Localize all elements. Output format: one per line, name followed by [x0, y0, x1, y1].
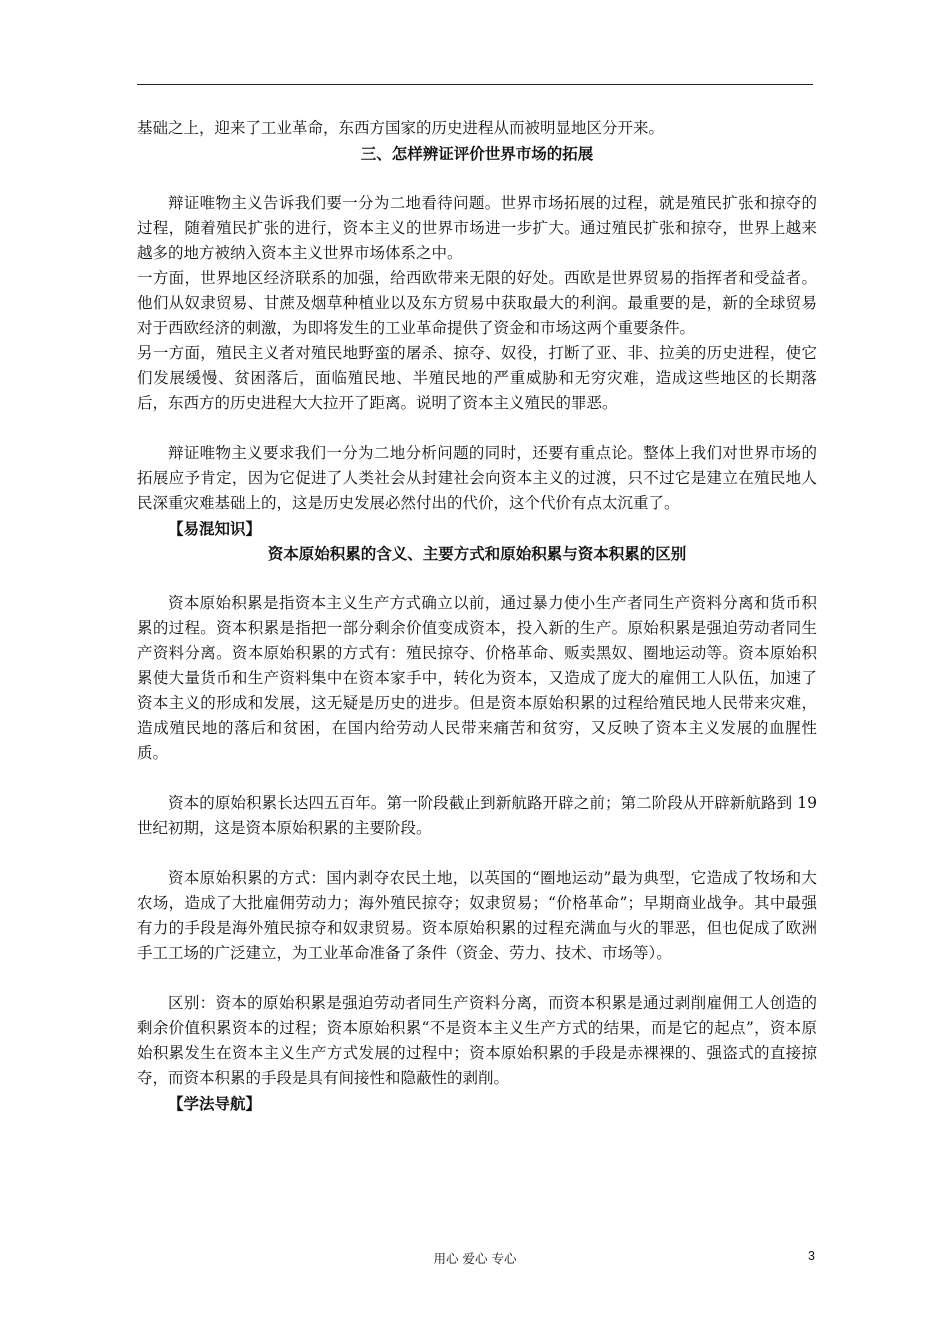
paragraph: 资本的原始积累长达四五百年。第一阶段截止到新航路开辟之前；第二阶段从开辟新航路到 19 世纪初期，这是资本原始积累的主要阶段。	[137, 794, 817, 837]
paragraph: 基础之上，迎来了工业革命，东西方国家的历史进程从而被明显地区分开来。	[137, 119, 665, 137]
section-heading: 三、怎样辨证评价世界市场的拓展	[360, 144, 594, 163]
paragraph: 资本原始积累的方式：国内剥夺农民土地，以英国的“圈地运动”最为典型，它造成了牧场和大农场，造成了大批雇佣劳动力；海外殖民掠夺；奴隶贸易；“价格革命”；早期商业战争。其中最强有力的手段是海外殖民掠夺和奴隶贸易。资本原始积累的过程充满血与火的罪恶，但也促成了欧洲手工工场的广泛建立，为工业革命准备了条件（资金、劳力、技术、市场等）。	[137, 869, 817, 962]
paragraph: 辩证唯物主义告诉我们要一分为二地看待问题。世界市场拓展的过程，就是殖民扩张和掠夺的过程，随着殖民扩张的进行，资本主义的世界市场进一步扩大。通过殖民扩张和掠夺，世界上越来越多的地方被纳入资本主义世界市场体系之中。	[137, 194, 817, 262]
page-body	[137, 116, 817, 1116]
paragraph: 一方面，世界地区经济联系的加强，给西欧带来无限的好处。西欧是世界贸易的指挥者和受益者。他们从奴隶贸易、甘蔗及烟草种植业以及东方贸易中获取最大的利润。最重要的是，新的全球贸易对于西欧经济的刺激，为即将发生的工业革命提供了资金和市场这两个重要条件。	[137, 269, 817, 337]
section-label: 【学法导航】	[168, 1094, 262, 1113]
footer-motto: 用心 爱心 专心	[433, 1251, 517, 1266]
paragraph: 资本原始积累是指资本主义生产方式确立以前，通过暴力使小生产者同生产资料分离和货币积累的过程。资本积累是指把一部分剩余价值变成资本，投入新的生产。原始积累是强迫劳动者同生产资料分离。资本原始积累的方式有：殖民掠夺、价格革命、贩卖黑奴、圈地运动等。资本原始积累使大量货币和生产资料集中在资本家手中，转化为资本，又造成了庞大的雇佣工人队伍，加速了资本主义的形成和发展，这无疑是历史的进步。但是资本原始积累的过程给殖民地人民带来灾难，造成殖民地的落后和贫困，在国内给劳动人民带来痛苦和贫穷，又反映了资本主义发展的血腥性质。	[137, 594, 817, 762]
header-rule	[137, 84, 813, 85]
section-label: 【易混知识】	[168, 519, 262, 538]
paragraph: 区别：资本的原始积累是强迫劳动者同生产资料分离，而资本积累是通过剥削雇佣工人创造的剩余价值积累资本的过程；资本原始积累“不是资本主义生产方式的结果，而是它的起点”，资本原始积累发生在资本主义生产方式发展的过程中；资本原始积累的手段是赤裸裸的、强盗式的直接掠夺，而资本积累的手段是具有间接性和隐蔽性的剥削。	[137, 994, 817, 1087]
paragraph: 另一方面，殖民主义者对殖民地野蛮的屠杀、掠夺、奴役，打断了亚、非、拉美的历史进程，使它们发展缓慢、贫困落后，面临殖民地、半殖民地的严重威胁和无穷灾难，造成这些地区的长期落后，东西方的历史进程大大拉开了距离。说明了资本主义殖民的罪恶。	[137, 344, 817, 412]
section-heading: 资本原始积累的含义、主要方式和原始积累与资本积累的区别	[267, 544, 687, 563]
paragraph: 辩证唯物主义要求我们一分为二地分析问题的同时，还要有重点论。整体上我们对世界市场的拓展应予肯定，因为它促进了人类社会从封建社会向资本主义的过渡，只不过它是建立在殖民地人民深重灾难基础上的，这是历史发展必然付出的代价，这个代价有点太沉重了。	[137, 444, 817, 512]
page-number: 3	[808, 1249, 815, 1263]
